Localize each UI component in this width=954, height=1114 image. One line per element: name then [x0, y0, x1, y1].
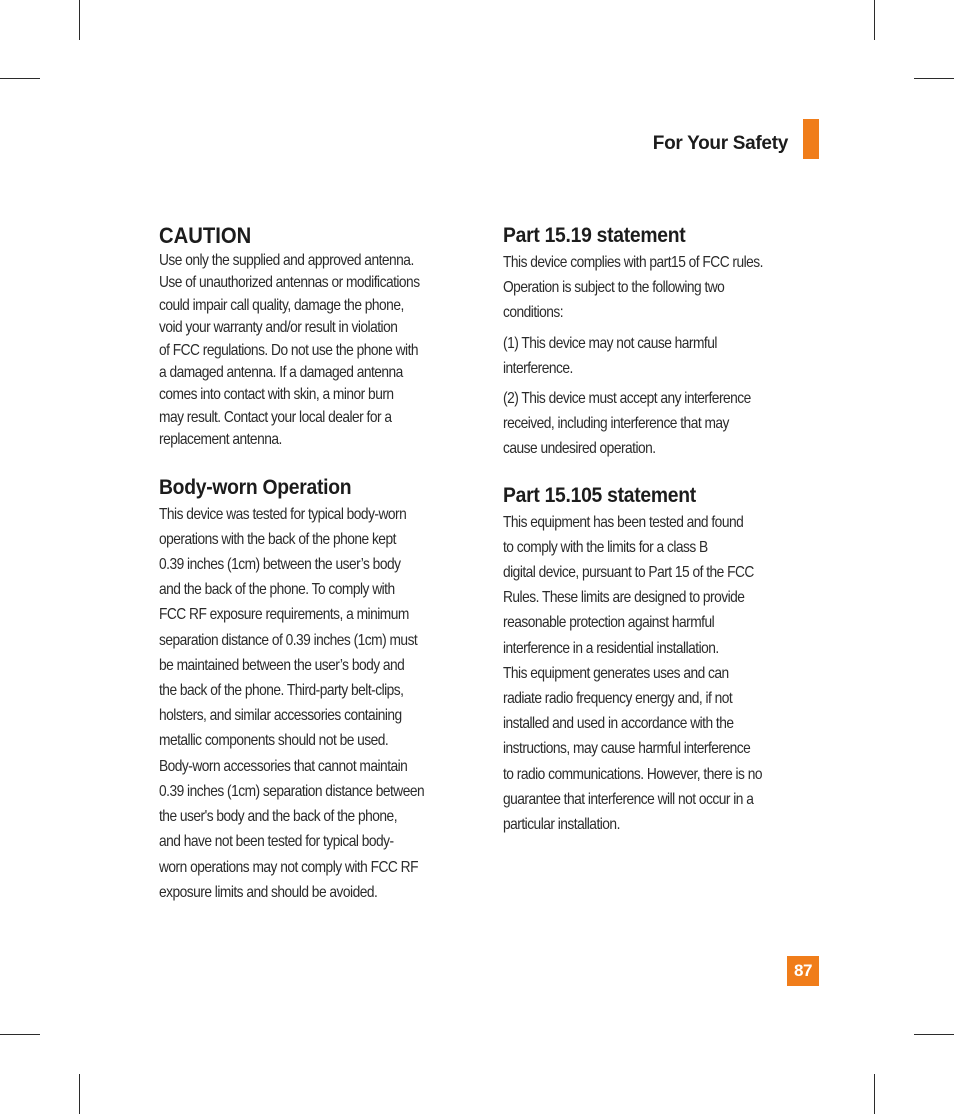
crop-mark: [914, 1034, 954, 1035]
part-15-105-text: This equipment has been tested and found to comply with the limits for a class B digital device, pursuant to Part 15 of the FCC Rules. These limits are designed to provide reasonable protection against harmful interference in a residential installation. This equipment generates uses and can radiate radio frequency energy and, if not installed and used in accordance with the instructions, may cause harmful interference to radio communications. However, there is no guarantee that interference will not occur in a particular installation.: [503, 513, 763, 834]
crop-mark: [0, 1034, 40, 1035]
body-worn-heading: Body-worn Operation: [159, 475, 352, 499]
page-number-badge: [787, 956, 819, 986]
crop-mark: [914, 78, 954, 79]
crop-mark: [874, 1074, 875, 1114]
crop-mark: [874, 0, 875, 40]
part-15-19-intro: This device complies with part15 of FCC rules. Operation is subject to the following two conditions:: [503, 254, 763, 322]
part-15-19-heading: Part 15.19 statement: [503, 224, 686, 247]
left-column: [159, 222, 479, 905]
part-15-105-heading: Part 15.105 statement: [503, 483, 696, 507]
part-15-19-condition-1: (1) This device may not cause harmful interference.: [503, 334, 717, 377]
crop-mark: [0, 78, 40, 79]
page-number: 87: [794, 961, 812, 980]
section-header-title: For Your Safety: [652, 133, 788, 154]
crop-mark: [79, 1074, 80, 1114]
caution-heading: CAUTION: [159, 223, 252, 248]
part-15-19-condition-2: (2) This device must accept any interference received, including interference that may cause undesired operation.: [503, 390, 751, 458]
section-tab-marker: [803, 119, 819, 159]
body-worn-text: This device was tested for typical body-worn operations with the back of the phone kept 0.39 inches (1cm) between the user’s body and the back of the phone. To comply with FCC RF exposure requirements, a minimum separation distance of 0.39 inches (1cm) must be maintained between the user’s body and the back of the phone. Third-party belt-clips, holsters, and similar accessories containing metallic components should not be used. Body-worn accessories that cannot maintain 0.39 inches (1cm) separation distance between the user's body and the back of the phone, and have not been tested for typical body- worn operations may not comply with FCC RF exposure limits and should be avoided.: [159, 505, 425, 901]
caution-text: Use only the supplied and approved antenna. Use of unauthorized antennas or modifications could impair call quality, damage the phone, void your warranty and/or result in violation of FCC regulations. Do not use the phone with a damaged antenna. If a damaged antenna comes into contact with skin, a minor burn may result. Contact your local dealer for a replacement antenna.: [159, 252, 420, 449]
crop-mark: [79, 0, 80, 40]
right-column: [503, 222, 823, 837]
